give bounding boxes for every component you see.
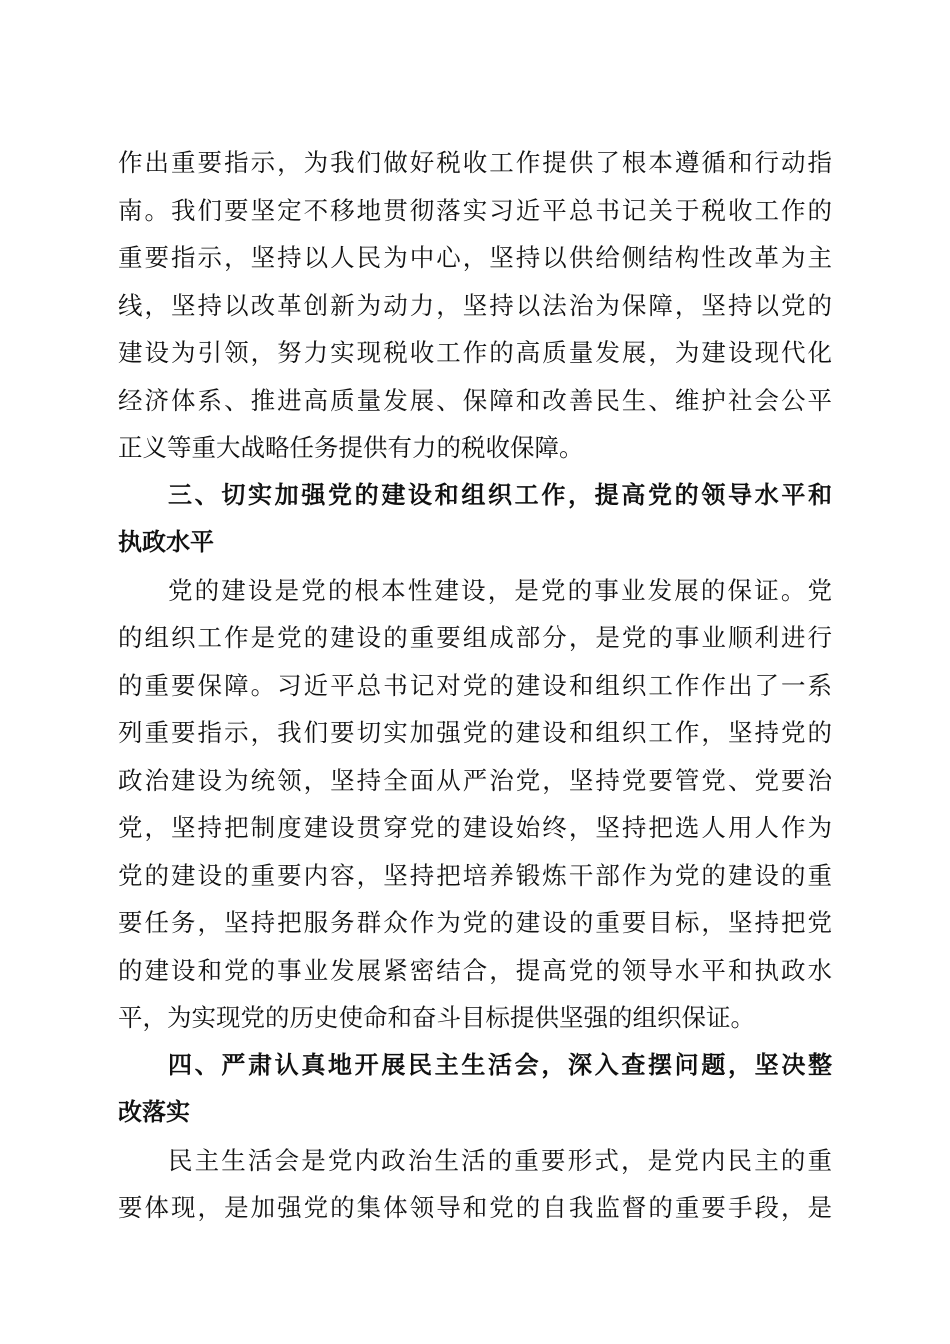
text-line: 党，坚持把制度建设贯穿党的建设始终，坚持把选人用人作为 <box>118 813 832 842</box>
text-line: 正义等重大战略任务提供有力的税收保障。 <box>118 433 584 462</box>
text-line: 要任务，坚持把服务群众作为党的建设的重要目标，坚持把党 <box>118 908 832 937</box>
text-line: 党的建设的重要内容，坚持把培养锻炼干部作为党的建设的重 <box>118 860 832 890</box>
document-page <box>118 139 832 1232</box>
text-line: 经济体系、推进高质量发展、保障和改善民生、维护社会公平 <box>118 385 832 415</box>
section-heading <box>118 1042 832 1137</box>
text-line: 的建设和党的事业发展紧密结合，提高党的领导水平和执政水 <box>118 955 832 985</box>
body-paragraph <box>118 567 832 1042</box>
text-line: 平，为实现党的历史使命和奋斗目标提供坚强的组织保证。 <box>118 1003 755 1032</box>
text-line: 民主生活会是党内政治生活的重要形式，是党内民主的重 <box>168 1145 832 1175</box>
text-line: 的重要保障。习近平总书记对党的建设和组织工作作出了一系 <box>118 670 832 700</box>
text-line: 政治建设为统领，坚持全面从严治党，坚持党要管党、党要治 <box>118 765 832 795</box>
text-line: 南。我们要坚定不移地贯彻落实习近平总书记关于税收工作的 <box>118 195 832 225</box>
text-line: 的组织工作是党的建设的重要组成部分，是党的事业顺利进行 <box>118 623 832 652</box>
text-line: 作出重要指示，为我们做好税收工作提供了根本遵循和行动指 <box>118 148 832 177</box>
text-line: 建设为引领，努力实现税收工作的高质量发展，为建设现代化 <box>118 338 832 367</box>
section-heading <box>118 472 832 567</box>
text-line: 要体现，是加强党的集体领导和党的自我监督的重要手段，是 <box>118 1193 832 1222</box>
body-paragraph <box>118 1137 832 1232</box>
text-line: 党的建设是党的根本性建设，是党的事业发展的保证。党 <box>168 575 832 605</box>
text-line: 重要指示，坚持以人民为中心，坚持以供给侧结构性改革为主 <box>118 243 832 272</box>
text-line: 列重要指示，我们要切实加强党的建设和组织工作，坚持党的 <box>118 718 832 747</box>
heading-line: 三、切实加强党的建设和组织工作，提高党的领导水平和 <box>168 480 832 509</box>
heading-line: 四、严肃认真地开展民主生活会，深入查摆问题，坚决整 <box>168 1050 832 1079</box>
text-line: 线，坚持以改革创新为动力，坚持以法治为保障，坚持以党的 <box>118 290 832 320</box>
body-paragraph <box>118 139 832 472</box>
heading-line: 改落实 <box>118 1098 190 1126</box>
heading-line: 执政水平 <box>118 528 214 556</box>
